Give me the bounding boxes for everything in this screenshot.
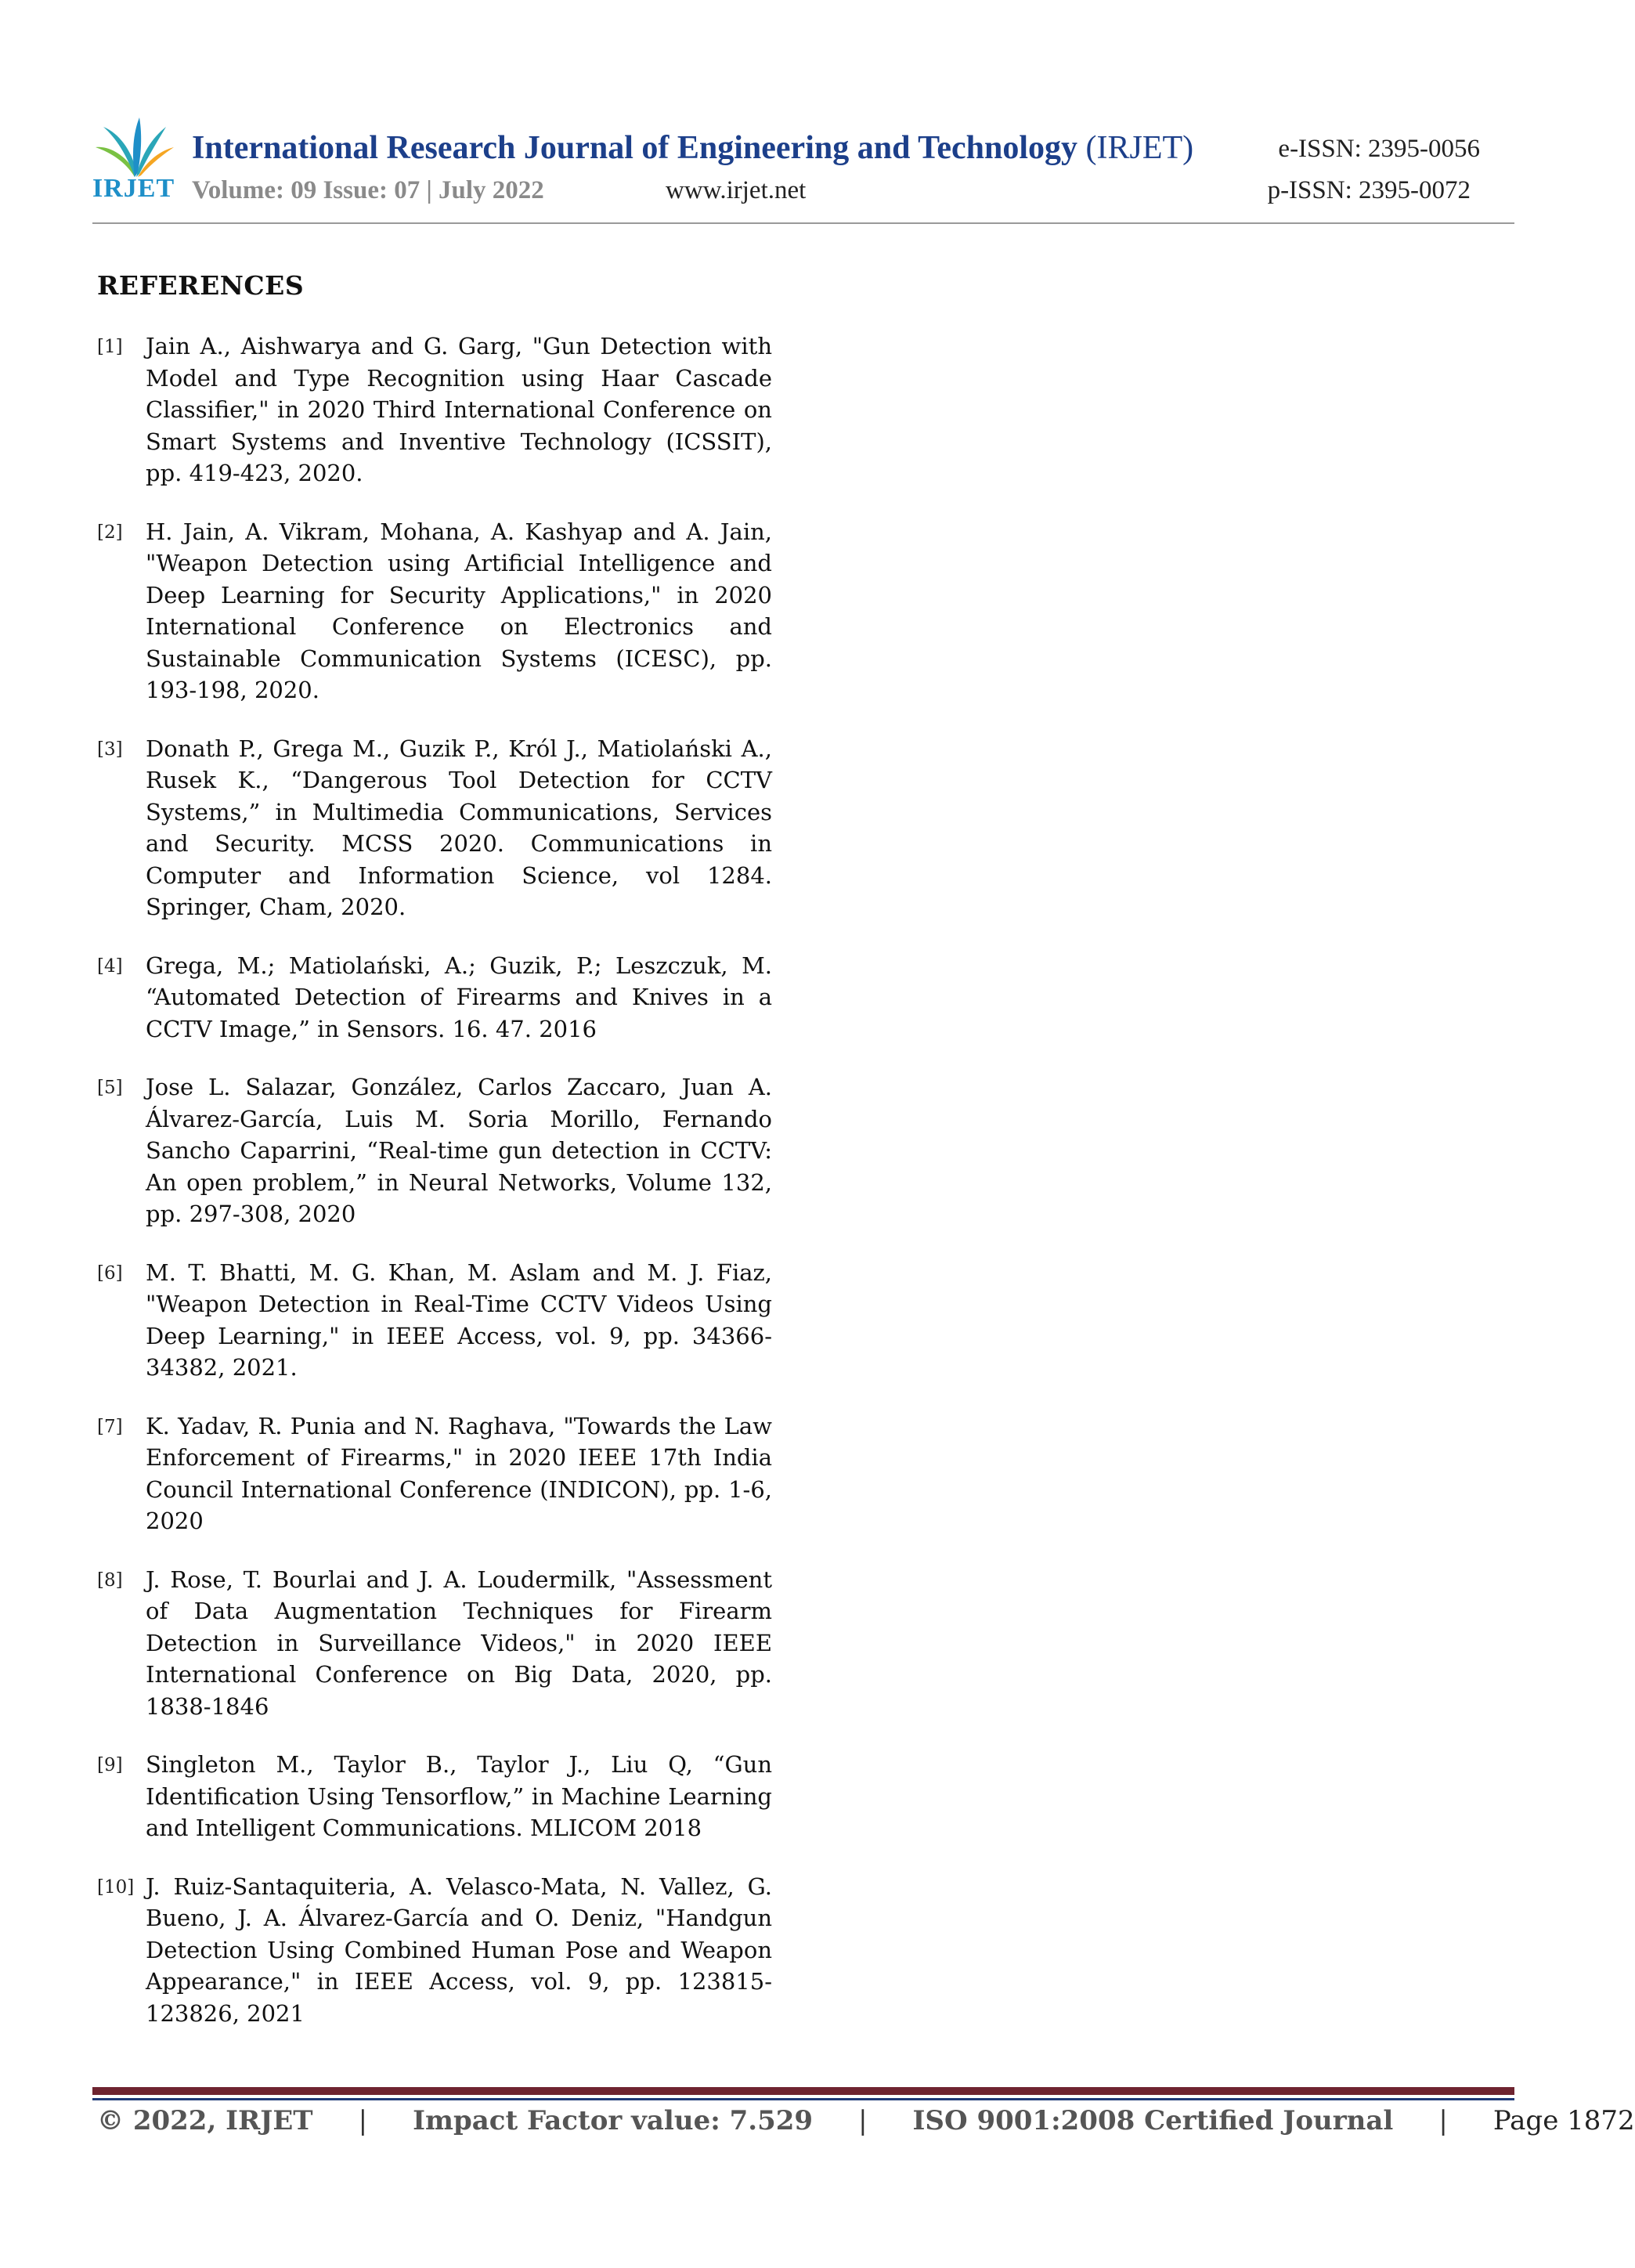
footer-copyright: © 2022, IRJET xyxy=(97,2105,313,2136)
p-issn: p-ISSN: 2395-0072 xyxy=(1267,176,1471,204)
footer-separator: | xyxy=(858,2105,868,2136)
footer-divider xyxy=(92,2087,1514,2095)
main-content xyxy=(97,270,772,2056)
reference-item xyxy=(97,516,772,706)
footer-impact-factor: Impact Factor value: 7.529 xyxy=(413,2105,814,2136)
e-issn: e-ISSN: 2395-0056 xyxy=(1278,135,1480,163)
reference-text: Jose L. Salazar, González, Carlos Zaccaro, Juan A. Álvarez-García, Luis M. Soria Morillo, Fernando Sancho Caparrini, “Real-time gun detection in CCTV: An open problem,” in Neural Networks, Volume 132, pp. 297-308, 2020 xyxy=(146,1074,772,1227)
reference-text: Jain A., Aishwarya and G. Garg, "Gun Detection with Model and Type Recognition using Haar Cascade Classifier," in 2020 Third International Conference on Smart Systems and Inventive Technology (ICSSIT), pp. 419-423, 2020. xyxy=(146,333,772,486)
reference-number: [9] xyxy=(97,1755,123,1775)
reference-text: H. Jain, A. Vikram, Mohana, A. Kashyap and A. Jain, "Weapon Detection using Artificial Intelligence and Deep Learning for Security Applications," in 2020 International Conference on Electronics and Sustainable Communication Systems (ICESC), pp. 193-198, 2020. xyxy=(146,518,772,703)
reference-number: [6] xyxy=(97,1262,123,1284)
footer-separator: | xyxy=(1438,2105,1448,2136)
reference-number: [3] xyxy=(97,739,123,760)
reference-item xyxy=(97,1749,772,1844)
page-number: Page 1872 xyxy=(1492,2105,1635,2136)
reference-number: [8] xyxy=(97,1569,123,1591)
reference-item xyxy=(97,1564,772,1723)
reference-number: [4] xyxy=(97,955,123,977)
reference-text: K. Yadav, R. Punia and N. Raghava, "Towards the Law Enforcement of Firearms," in 2020 IEEE 17th India Council International Conference (INDICON), pp. 1-6, 2020 xyxy=(146,1412,772,1534)
reference-text: Donath P., Grega M., Guzik P., Król J., Matiolański A., Rusek K., “Dangerous Tool Detection for CCTV Systems,” in Multimedia Communications, Services and Security. MCSS 2020. Communications in Computer and Information Science, vol 1284. Springer, Cham, 2020. xyxy=(146,735,772,920)
website-link[interactable]: www.irjet.net xyxy=(666,176,807,204)
reference-item xyxy=(97,1257,772,1384)
reference-item xyxy=(97,1871,772,2030)
page-header xyxy=(0,0,1604,235)
footer-separator: | xyxy=(358,2105,368,2136)
reference-item xyxy=(97,733,772,923)
reference-item xyxy=(97,1410,772,1537)
journal-title-text: International Research Journal of Engineering and Technology xyxy=(192,130,1078,166)
reference-text: M. T. Bhatti, M. G. Khan, M. Aslam and M. J. Fiaz, "Weapon Detection in Real-Time CCTV Videos Using Deep Learning," in IEEE Access, vol. 9, pp. 34366-34382, 2021. xyxy=(146,1259,772,1381)
journal-abbr: (IRJET) xyxy=(1085,130,1194,166)
reference-item xyxy=(97,330,772,489)
page-footer xyxy=(97,2105,1635,2136)
reference-number: [10] xyxy=(97,1876,135,1898)
reference-text: J. Ruiz-Santaquiteria, A. Velasco-Mata, N. Vallez, G. Bueno, J. A. Álvarez-García and O. Deniz, "Handgun Detection Using Combined Human Pose and Weapon Appearance," in IEEE Access, vol. 9, pp. 123815-123826, 2021 xyxy=(146,1873,772,2027)
references-list xyxy=(97,330,772,2029)
reference-text: Grega, M.; Matiolański, A.; Guzik, P.; Leszczuk, M. “Automated Detection of Firearms and Knives in a CCTV Image,” in Sensors. 16. 47. 2016 xyxy=(146,952,772,1042)
footer-divider-thin xyxy=(92,2098,1514,2100)
reference-number: [7] xyxy=(97,1416,123,1437)
footer-iso: ISO 9001:2008 Certified Journal xyxy=(912,2105,1394,2136)
reference-number: [5] xyxy=(97,1078,123,1098)
reference-item xyxy=(97,1071,772,1230)
journal-title xyxy=(192,129,1193,167)
header-divider xyxy=(92,222,1514,224)
volume-issue: Volume: 09 Issue: 07 | July 2022 xyxy=(192,176,544,204)
reference-text: Singleton M., Taylor B., Taylor J., Liu Q, “Gun Identification Using Tensorflow,” in Machine Learning and Intelligent Communications. MLICOM 2018 xyxy=(146,1751,772,1841)
reference-number: [2] xyxy=(97,522,123,543)
reference-number: [1] xyxy=(97,337,123,357)
reference-item xyxy=(97,950,772,1046)
reference-text: J. Rose, T. Bourlai and J. A. Loudermilk, "Assessment of Data Augmentation Techniques for Firearm Detection in Surveillance Videos," in 2020 IEEE International Conference on Big Data, 2020, pp. 1838-1846 xyxy=(146,1566,772,1720)
references-heading: REFERENCES xyxy=(97,270,305,301)
logo-text: IRJET xyxy=(92,174,175,203)
